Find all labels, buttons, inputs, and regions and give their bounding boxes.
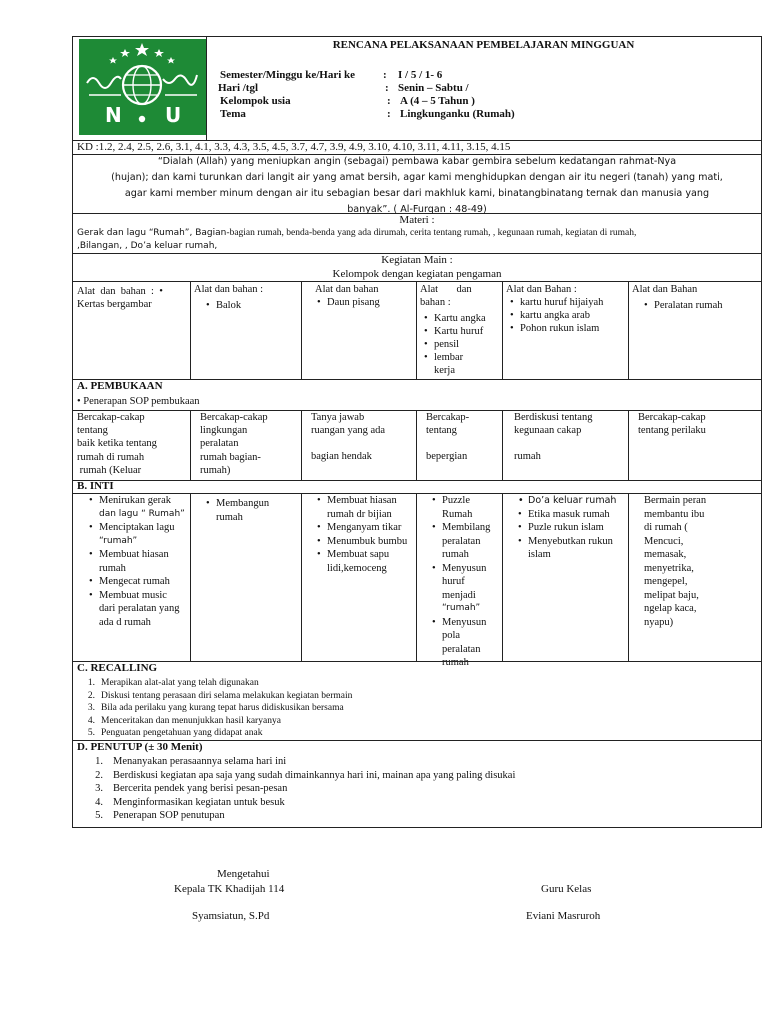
header-value: I / 5 / 1- 6: [398, 69, 443, 81]
inti-text: memasak,: [644, 549, 687, 560]
pembukaan-text: Bercakap-: [426, 412, 470, 423]
inti-text: nyapu): [644, 616, 674, 628]
header-value: Senin – Sabtu /: [398, 82, 469, 94]
alat-heading: Alat dan bahan : •: [77, 286, 163, 297]
inti-text: Bermain peran: [644, 495, 707, 506]
kd-line: KD :1.2, 2.4, 2.5, 2.6, 3.1, 4.1, 3.3, 4.3, 3.5, 4.5, 3.7, 4.7, 3.9, 4.9, 3.10, 4.10, 3.11, 4.11, 3.15, 4.15: [77, 141, 511, 153]
inti-col-5: [506, 494, 626, 562]
inti-item: “rumah”: [442, 603, 481, 613]
alat-heading: Alat dan bahan :: [194, 284, 264, 295]
materi-text: Gerak dan lagu “Rumah”, Bagian-: [77, 228, 230, 238]
inti-item: islam: [528, 549, 551, 560]
header-sep: :: [385, 82, 389, 94]
inti-item: peralatan: [442, 643, 481, 655]
penutup-item: 4. Menginformasikan kegiatan untuk besuk: [95, 796, 285, 808]
inti-text: melipat baju,: [644, 589, 699, 601]
alat-item: kerja: [434, 365, 455, 376]
pembukaan-text: tentang: [426, 425, 457, 437]
alat-heading: Alat dan Bahan :: [506, 284, 577, 295]
inti-col-4: [420, 494, 501, 670]
inti-text: mengepel,: [644, 576, 688, 587]
inti-item: dan lagu “ Rumah”: [99, 508, 185, 519]
kegiatan-main-header: [73, 253, 761, 281]
inti-item: • Membilang: [432, 521, 501, 535]
page-title: RENCANA PELAKSANAAN PEMBELAJARAN MINGGUAN: [332, 39, 635, 51]
inti-item: huruf menjadi: [442, 576, 476, 601]
quran-quote: [73, 154, 761, 218]
pembukaan-text: rumah (Keluar: [77, 464, 142, 476]
inti-item: rumah: [99, 562, 126, 574]
kegiatan-main-title: Kegiatan Main :: [381, 254, 453, 266]
penutup-item: 2. Berdiskusi kegiatan apa saja yang sudah dimainkannya hari ini, mainan apa yang paling disukai: [95, 769, 516, 781]
pembukaan-text: peralatan: [200, 438, 239, 450]
inti-item: ada d rumah: [99, 616, 151, 628]
alat-heading: Alat dan: [420, 284, 472, 295]
recalling-list: [77, 677, 352, 740]
alat-item: • Balok: [206, 299, 299, 312]
inti-item: • Menyebutkan rukun: [518, 535, 626, 549]
inti-item: • Menganyam tikar: [317, 521, 415, 535]
pembukaan-text: Bercakap-cakap: [638, 412, 706, 423]
pembukaan-col-4: [426, 411, 500, 464]
inti-item: • Puzzle: [432, 494, 501, 508]
pembukaan-text: baik ketika tentang: [77, 438, 157, 450]
pembukaan-col-3: [311, 411, 415, 464]
signature-kepala-title: Kepala TK Khadijah 114: [174, 883, 285, 895]
inti-item: lidi,kemoceng: [327, 562, 387, 574]
header-sep: :: [387, 108, 391, 120]
alat-col-3: [305, 283, 413, 309]
recalling-item: 2. Diskusi tentang perasaan diri selama melakukan kegiatan bermain: [87, 690, 353, 701]
signature-kepala-name: Syamsiatun, S.Pd: [192, 910, 270, 922]
inti-col-1: [77, 494, 189, 629]
header-value: Lingkunganku (Rumah): [400, 108, 515, 120]
pembukaan-text: bepergian: [426, 451, 468, 463]
header-value: A (4 – 5 Tahun ): [400, 95, 475, 107]
inti-item: rumah dr bijian: [327, 508, 392, 520]
penutup-item: 1. Menanyakan perasaannya selama hari ini: [95, 756, 287, 767]
header-label: Hari /tgl: [218, 82, 259, 94]
alat-item: • kartu huruf hijaiyah: [510, 296, 626, 309]
inti-item: rumah: [216, 511, 243, 523]
penutup-list: [85, 755, 515, 823]
materi-line-2: ,Bilangan, , Do’a keluar rumah,: [77, 241, 218, 251]
pembukaan-text: Bercakap-cakap: [200, 412, 268, 423]
rppm-document: [72, 36, 762, 828]
inti-item: “rumah”: [99, 535, 138, 546]
pembukaan-text: Bercakap-cakap: [77, 412, 145, 423]
penutup-item: 3. Bercerita pendek yang berisi pesan-pesan: [95, 783, 288, 794]
alat-col-2: [194, 283, 299, 312]
header-sep: :: [383, 69, 387, 81]
section-penutup-title: D. PENUTUP (± 30 Menit): [77, 741, 203, 753]
pembukaan-text: lingkungan: [200, 425, 248, 437]
alat-item: Kertas bergambar: [77, 299, 152, 310]
logo-letter-u: U: [165, 103, 182, 127]
signature-guru-name: Eviani Masruroh: [526, 910, 601, 922]
header-divider: [206, 37, 207, 140]
pembukaan-text: Tanya jawab: [311, 412, 365, 423]
inti-col-3: [305, 494, 415, 575]
inti-item: • Mengecat rumah: [89, 575, 189, 589]
alat-col-6: [632, 283, 760, 312]
pembukaan-text: rumah): [200, 464, 231, 476]
section-recalling-title: C. RECALLING: [77, 662, 158, 674]
signature-guru-title: Guru Kelas: [541, 883, 592, 895]
inti-item: • Membangun: [206, 497, 298, 511]
sop-pembukaan: • Penerapan SOP pembukaan: [77, 396, 200, 407]
alat-heading: Alat dan bahan: [315, 284, 379, 295]
nu-globe-icon: [79, 39, 206, 135]
alat-col-1: [77, 285, 187, 311]
header-label: Tema: [220, 108, 246, 120]
inti-item: • Puzle rukun islam: [518, 521, 626, 535]
inti-item: rumah: [442, 549, 469, 560]
alat-item: • Kartu angka: [424, 312, 500, 325]
alat-col-5: [506, 283, 626, 335]
inti-item: • Membuat hiasan: [89, 548, 189, 562]
pembukaan-col-5: [514, 411, 626, 464]
signature-mengetahui: Mengetahui: [217, 868, 270, 880]
recalling-item: 5. Penguatan pengetahuan yang didapat anak: [87, 728, 263, 738]
pembukaan-text: tentang: [77, 425, 108, 437]
quote-line: (hujan); dan kami turunkan dari langit air yang amat bersih, agar kami menghidupkan dengan air itu negeri (tanah) yang mati,: [111, 172, 723, 183]
nu-logo: [79, 39, 206, 135]
inti-item: • Menumbuk bumbu: [317, 535, 415, 549]
inti-item: dari peralatan yang: [99, 603, 180, 614]
materi-text: bagian rumah, benda-benda yang ada dirumah, cerita tentang rumah, , kegunaan rumah, kegiatan di rumah,: [229, 228, 637, 238]
inti-text: menyetrika,: [644, 562, 694, 574]
alat-item: • Daun pisang: [317, 296, 413, 309]
pembukaan-text: tentang perilaku: [638, 425, 706, 437]
alat-item: • Peralatan rumah: [644, 299, 760, 312]
pembukaan-text: rumah di rumah: [77, 451, 145, 463]
pembukaan-text: Berdiskusi tentang: [514, 412, 593, 423]
recalling-item: 4. Menceritakan dan menunjukkan hasil karyanya: [87, 715, 281, 726]
inti-item: • Etika masuk rumah: [518, 508, 626, 522]
pembukaan-col-1: [77, 411, 189, 477]
inti-col-2: [194, 497, 298, 524]
alat-item: • kartu angka arab: [510, 309, 626, 322]
inti-item: • Menyusun: [432, 562, 501, 576]
header-label: Kelompok usia: [220, 95, 291, 107]
inti-item: peralatan: [442, 535, 481, 547]
alat-heading: Alat dan Bahan: [632, 284, 698, 295]
quote-line: banyak”. ( Al-Furqan : 48-49): [347, 204, 487, 215]
materi-title: Materi :: [399, 214, 435, 226]
pembukaan-text: bagian hendak: [311, 451, 372, 463]
inti-text: ngelap kaca,: [644, 603, 697, 614]
pembukaan-col-6: [638, 411, 760, 437]
alat-item: • Pohon rukun islam: [510, 322, 626, 335]
alat-heading: bahan :: [420, 297, 451, 308]
penutup-item: 5. Penerapan SOP penutupan: [95, 810, 225, 821]
inti-item: rumah: [442, 657, 469, 668]
inti-item: • Membuat sapu: [317, 548, 415, 562]
inti-text: membantu ibu: [644, 508, 705, 520]
pembukaan-text: kegunaan cakap: [514, 425, 582, 437]
alat-col-4: [420, 283, 500, 377]
quote-line: “Dialah (Allah) yang meniupkan angin (sebagai) pembawa kabar gembira sebelum kedatangan rahmat-Nya: [157, 156, 677, 167]
pembukaan-text: rumah bagian-: [200, 451, 261, 463]
inti-item: • Do’a keluar rumah: [518, 494, 626, 508]
pembukaan-text: ruangan yang ada: [311, 425, 386, 437]
materi-line-1: [77, 228, 636, 238]
inti-item: • Membuat hiasan: [317, 494, 415, 508]
recalling-item: 3. Bila ada perilaku yang kurang tepat harus didiskusikan bersama: [87, 703, 344, 713]
section-pembukaan-title: A. PEMBUKAAN: [77, 380, 163, 392]
kegiatan-main-subtitle: Kelompok dengan kegiatan pengaman: [332, 268, 502, 280]
inti-text: Mencuci,: [644, 535, 684, 547]
alat-item: • Kartu huruf: [424, 325, 500, 338]
pembukaan-text: rumah: [514, 451, 541, 463]
inti-item: pola: [442, 630, 461, 641]
inti-item: • Menirukan gerak: [89, 494, 189, 508]
header-sep: :: [387, 95, 391, 107]
inti-item: • Menciptakan lagu: [89, 521, 189, 535]
inti-item: • Membuat music: [89, 589, 189, 603]
quote-line: agar kami member minum dengan air itu sebagian besar dari makhluk kami, binatangbinatang ternak dan manusia yang: [124, 188, 710, 199]
alat-item: • lembar: [424, 351, 500, 364]
section-inti-title: B. INTI: [77, 480, 114, 492]
header-label: Semester/Minggu ke/Hari ke: [220, 69, 356, 81]
inti-col-6: [644, 494, 760, 629]
logo-letter-n: N: [105, 103, 122, 127]
alat-item: • pensil: [424, 338, 500, 351]
inti-item: Rumah: [442, 508, 473, 520]
recalling-item: 1. Merapikan alat-alat yang telah digunakan: [87, 678, 259, 688]
inti-item: • Menyusun: [432, 616, 501, 630]
pembukaan-col-2: [200, 411, 300, 477]
inti-text: di rumah (: [644, 522, 688, 533]
